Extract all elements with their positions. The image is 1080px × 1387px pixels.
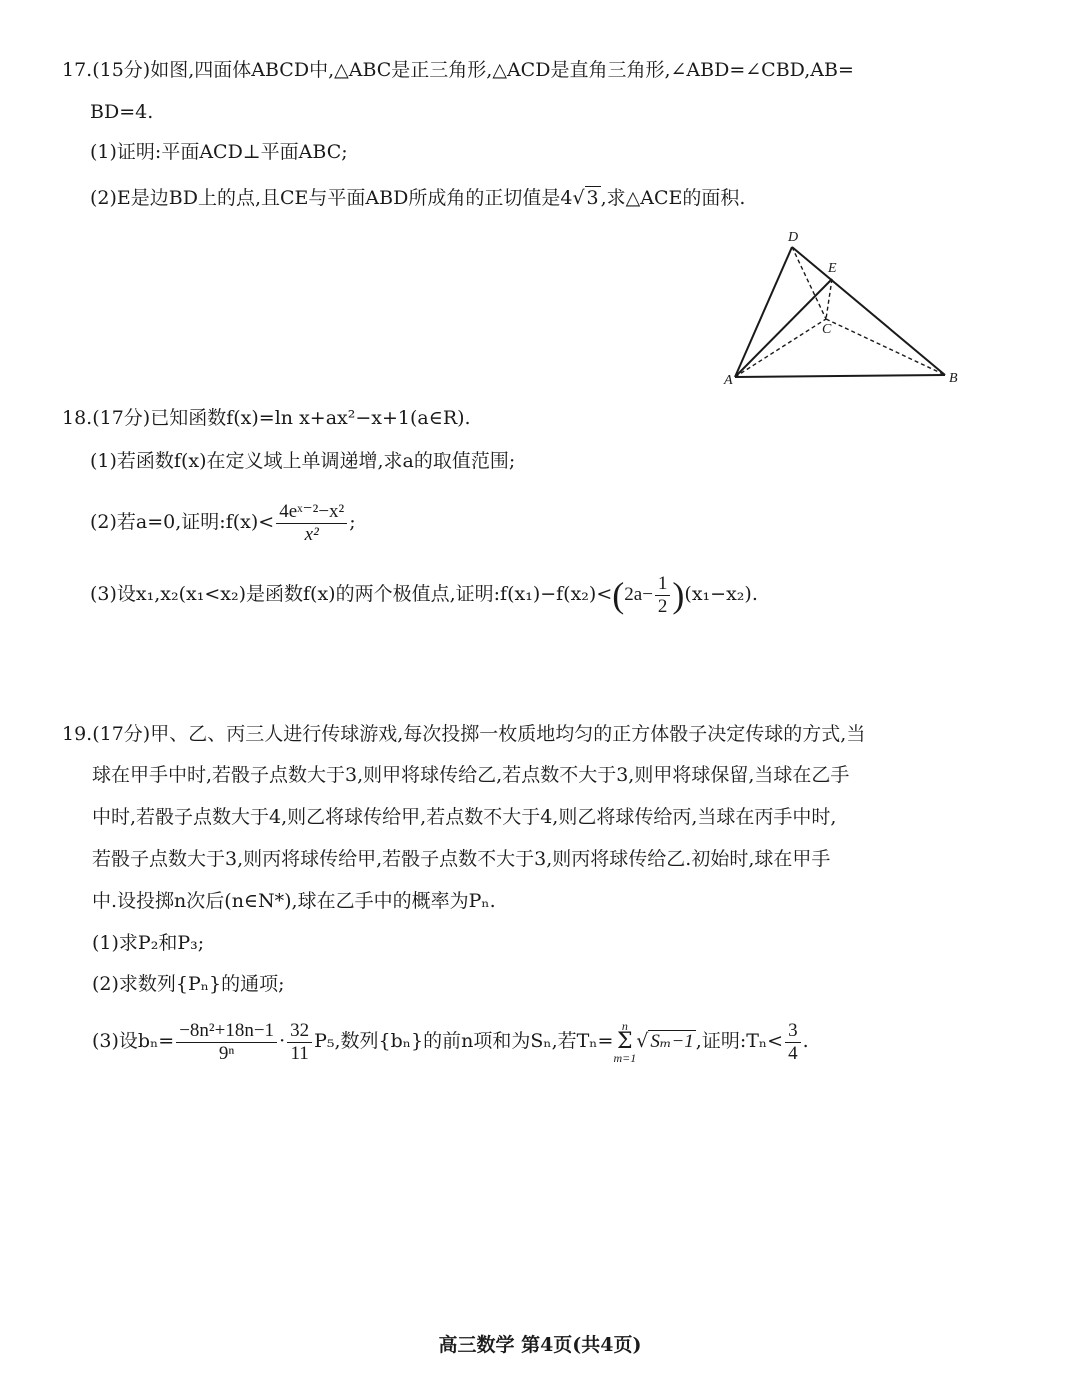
q18-part1: (1)若函数f(x)在定义域上单调递增,求a的取值范围; [90, 450, 516, 472]
q18-part2 [90, 492, 356, 552]
q18-stem-text: 已知函数f(x)=ln x+ax²−x+1(a∈R). [150, 407, 471, 429]
q19-line4: 若骰子点数大于3,则丙将球传给甲,若骰子点数不大于3,则丙将球传给乙.初始时,球在甲手 [92, 848, 831, 870]
q17-part2-radicand: 3 [586, 187, 599, 209]
q19-line1-text: 甲、乙、丙三人进行传球游戏,每次投掷一枚质地均匀的正方体骰子决定传球的方式,当 [150, 723, 866, 745]
label-d: D [788, 230, 799, 245]
left-paren-icon: ( [612, 575, 625, 615]
q18-part3-denominator: 2 [657, 595, 668, 617]
q18-part2-numerator: 4eˣ⁻²−x² [276, 501, 347, 524]
q19-part3 [92, 1012, 809, 1071]
q17-stem-line1 [62, 56, 854, 84]
q17-part2-text: (2)E是边BD上的点,且CE与平面ABD所成角的正切值是4 [90, 187, 573, 209]
sum-upper: n [621, 1019, 628, 1033]
q18-part2-end: ; [349, 511, 356, 533]
page-footer: 高三数学 第4页(共4页) [438, 1334, 642, 1356]
q19-part3-numerator3: 3 [785, 1020, 801, 1043]
q19-part3-end: . [802, 1030, 809, 1052]
label-c: C [822, 322, 832, 337]
q18-part3-prefix: (3)设x₁,x₂(x₁<x₂)是函数f(x)的两个极值点,证明:f(x₁)−f(x₂)< [90, 583, 613, 605]
q17-stem-line2: BD=4. [90, 101, 154, 123]
q18-stem [62, 404, 471, 432]
edge-ad [735, 247, 792, 377]
q17-part2-end: ,求△ACE的面积. [600, 187, 746, 209]
sqrt-icon-2: √ [636, 1030, 649, 1052]
q17-part1: (1)证明:平面ACD⊥平面ABC; [90, 141, 348, 163]
q19-part3-denominator2: 11 [290, 1042, 309, 1064]
label-a: A [724, 373, 733, 388]
sigma-icon: Σ [617, 1029, 633, 1054]
q19-line1 [62, 720, 865, 748]
edge-cb-hidden [826, 319, 945, 375]
q18-part3-inner: 2a− [624, 584, 653, 605]
q18-score: (17分) [92, 407, 151, 429]
summation [613, 1020, 636, 1064]
q19-number: 19. [62, 723, 93, 745]
q19-part3-fraction1 [176, 1020, 277, 1065]
q19-part3-denominator3: 4 [788, 1042, 798, 1064]
q17-stem-text: 如图,四面体ABCD中,△ABC是正三角形,△ACD是直角三角形,∠ABD=∠CBD,AB= [150, 59, 854, 81]
q19-part2: (2)求数列{Pₙ}的通项; [92, 973, 285, 995]
q19-sqrt-content: Sₘ−1 [650, 1031, 694, 1052]
label-b: B [949, 371, 958, 386]
q19-part3-numerator1: −8n²+18n−1 [176, 1020, 277, 1043]
q17-score: (15分) [92, 59, 151, 81]
q17-number: 17. [62, 59, 93, 81]
q18-part2-prefix: (2)若a=0,证明:f(x)< [90, 511, 275, 533]
edge-ae [735, 279, 832, 377]
q19-score: (17分) [92, 723, 151, 745]
q18-part3-fraction [655, 573, 671, 618]
q18-part2-denominator: x² [304, 523, 319, 545]
edge-ab [735, 375, 945, 377]
q18-part3-end: (x₁−x₂). [684, 583, 758, 605]
q19-line2: 球在甲手中时,若骰子点数大于3,则甲将球传给乙,若点数不大于3,则甲将球保留,当球在乙手 [92, 764, 850, 786]
q18-part3-numerator: 1 [655, 573, 671, 596]
q19-part3-numerator2: 32 [287, 1020, 312, 1043]
q19-part3-denominator1: 9ⁿ [218, 1042, 235, 1064]
q19-part3-fraction3 [785, 1020, 801, 1065]
q19-part1: (1)求P₂和P₃; [92, 932, 205, 954]
q19-line3: 中时,若骰子点数大于4,则乙将球传给甲,若点数不大于4,则乙将球传给丙,当球在丙手中时, [92, 806, 837, 828]
q17-part2 [90, 184, 745, 212]
q19-part3-prefix: (3)设bₙ= [92, 1030, 175, 1052]
tetrahedron-figure [718, 222, 968, 392]
q18-number: 18. [62, 407, 93, 429]
q19-part3-proof: ,证明:Tₙ< [695, 1030, 784, 1052]
q18-part2-fraction [276, 501, 347, 546]
sqrt-icon: √ [572, 187, 585, 209]
label-e: E [828, 261, 837, 276]
q19-part3-fraction2 [287, 1020, 312, 1065]
q19-part3-dot: · [279, 1030, 286, 1052]
q19-line5: 中.设投掷n次后(n∈N*),球在乙手中的概率为Pₙ. [92, 890, 496, 912]
q18-part3 [90, 566, 758, 623]
edge-db [792, 247, 945, 375]
edge-dc-hidden [792, 247, 826, 319]
q19-part3-mid: P₅,数列{bₙ}的前n项和为Sₙ,若Tₙ= [314, 1030, 614, 1052]
sum-lower: m=1 [613, 1051, 637, 1065]
right-paren-icon: ) [672, 575, 685, 615]
